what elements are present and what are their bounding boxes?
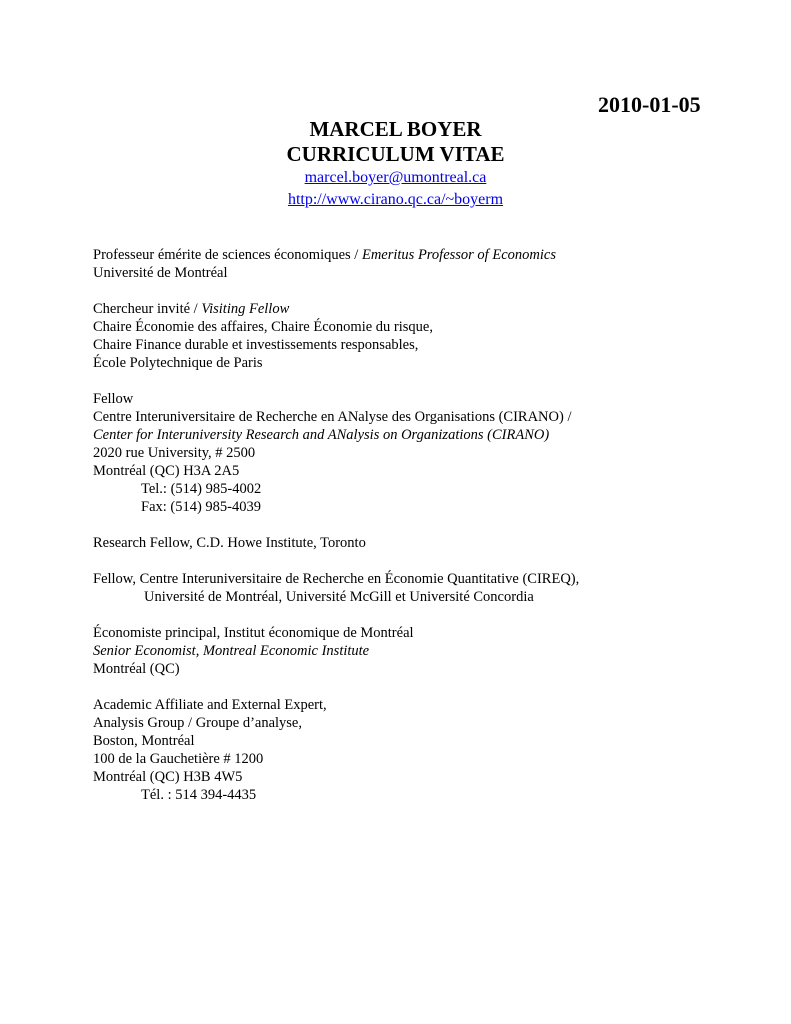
address-line: 100 de la Gauchetière # 1200 [93,751,264,767]
person-name: MARCEL BOYER [309,117,482,141]
address-line: Montréal (QC) H3B 4W5 [93,769,243,785]
position-title: Academic Affiliate and External Expert, [93,697,327,713]
phone-number: Tél. : 514 394-4435 [141,787,257,803]
cv-body [93,246,773,822]
position-emeritus [93,246,773,282]
position-title-en: Senior Economist, Montreal Economic Institute [93,643,370,659]
address-line: 2020 rue University, # 2500 [93,445,256,461]
city: Montréal (QC) [93,661,180,677]
affiliation-line: École Polytechnique de Paris [93,355,263,371]
position-analysis-group [93,696,773,804]
fax-number: Fax: (514) 985-4039 [141,499,262,515]
document-title: CURRICULUM VITAE [286,142,505,166]
position-title: Research Fellow, C.D. Howe Institute, Toronto [93,535,366,551]
position-title-en: Emeritus Professor of Economics [361,247,556,263]
position-title: Fellow, Centre Interuniversitaire de Recherche en Économie Quantitative (CIREQ), [93,571,580,587]
affiliation-line: Université de Montréal, Université McGill et Université Concordia [144,589,534,605]
document-date: 2010-01-05 [598,92,701,117]
phone-number: Tel.: (514) 985-4002 [141,481,262,497]
cities: Boston, Montréal [93,733,195,749]
cv-header [0,117,791,211]
email-link[interactable]: marcel.boyer@umontreal.ca [304,169,487,186]
position-cirano [93,390,773,516]
position-cireq [93,570,773,606]
position-title-fr: Professeur émérite de sciences économiques / [93,247,362,263]
position-title [93,300,773,318]
address-line: Montréal (QC) H3A 2A5 [93,463,240,479]
website-link[interactable]: http://www.cirano.qc.ca/~boyerm [287,191,504,208]
position-title-fr: Chercheur invité / [93,301,202,317]
position-iedm [93,624,773,678]
position-title-en: Visiting Fellow [201,301,290,317]
organization-name: Analysis Group / Groupe d’analyse, [93,715,302,731]
affiliation-line: Chaire Économie des affaires, Chaire Économie du risque, [93,319,433,335]
affiliation-line: Chaire Finance durable et investissements responsables, [93,337,419,353]
organization-name-en: Center for Interuniversity Research and ANalysis on Organizations (CIRANO) [93,427,550,443]
institution: Université de Montréal [93,265,228,281]
position-title-fr: Économiste principal, Institut économique de Montréal [93,625,414,641]
organization-name-fr: Centre Interuniversitaire de Recherche en ANalyse des Organisations (CIRANO) / [93,409,572,425]
position-visiting [93,300,773,372]
position-howe [93,534,773,552]
position-title: Fellow [93,391,134,407]
position-title [93,246,773,264]
